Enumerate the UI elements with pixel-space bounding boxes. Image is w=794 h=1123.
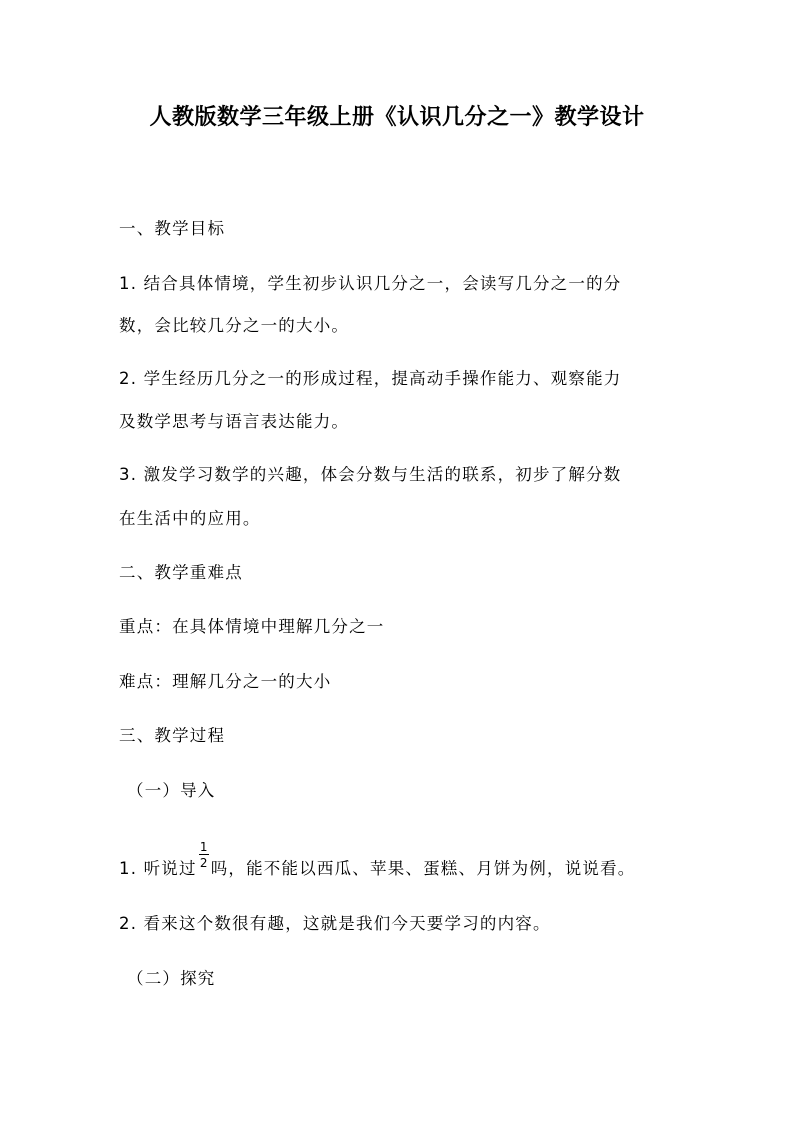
- intro-item-2: 2. 看来这个数很有趣，这就是我们今天要学习的内容。: [119, 914, 551, 933]
- goal-1-line-2: 数，会比较几分之一的大小。: [119, 316, 350, 335]
- goal-2-line-1: 2. 学生经历几分之一的形成过程，提高动手操作能力、观察能力: [119, 369, 622, 388]
- goal-2-line-2: 及数学思考与语言表达能力。: [119, 412, 350, 431]
- fraction-one-half: [198, 840, 210, 881]
- subsection-heading-introduction: （一）导入: [127, 781, 216, 800]
- section-heading-key-difficult-points: 二、教学重难点: [119, 563, 243, 582]
- fraction-denominator: 2: [199, 856, 208, 870]
- goal-1-line-1: 1. 结合具体情境，学生初步认识几分之一，会读写几分之一的分: [119, 274, 622, 293]
- fraction-numerator: 1: [199, 840, 208, 854]
- difficult-point: 难点：理解几分之一的大小: [119, 672, 332, 691]
- section-heading-teaching-goals: 一、教学目标: [119, 219, 226, 238]
- intro-item-1-after: 吗，能不能以西瓜、苹果、蛋糕、月饼为例，说说看。: [210, 859, 636, 878]
- goal-3-line-2: 在生活中的应用。: [119, 509, 261, 528]
- section-heading-teaching-process: 三、教学过程: [119, 726, 226, 745]
- intro-item-1: [119, 840, 636, 881]
- subsection-heading-exploration: （二）探究: [127, 969, 216, 988]
- goal-3-line-1: 3. 激发学习数学的兴趣，体会分数与生活的联系，初步了解分数: [119, 465, 622, 484]
- fraction-bar: [199, 854, 209, 855]
- key-point: 重点：在具体情境中理解几分之一: [119, 617, 385, 636]
- intro-item-1-before: 1. 听说过: [119, 859, 197, 878]
- document-title: 人教版数学三年级上册《认识几分之一》教学设计: [149, 104, 645, 130]
